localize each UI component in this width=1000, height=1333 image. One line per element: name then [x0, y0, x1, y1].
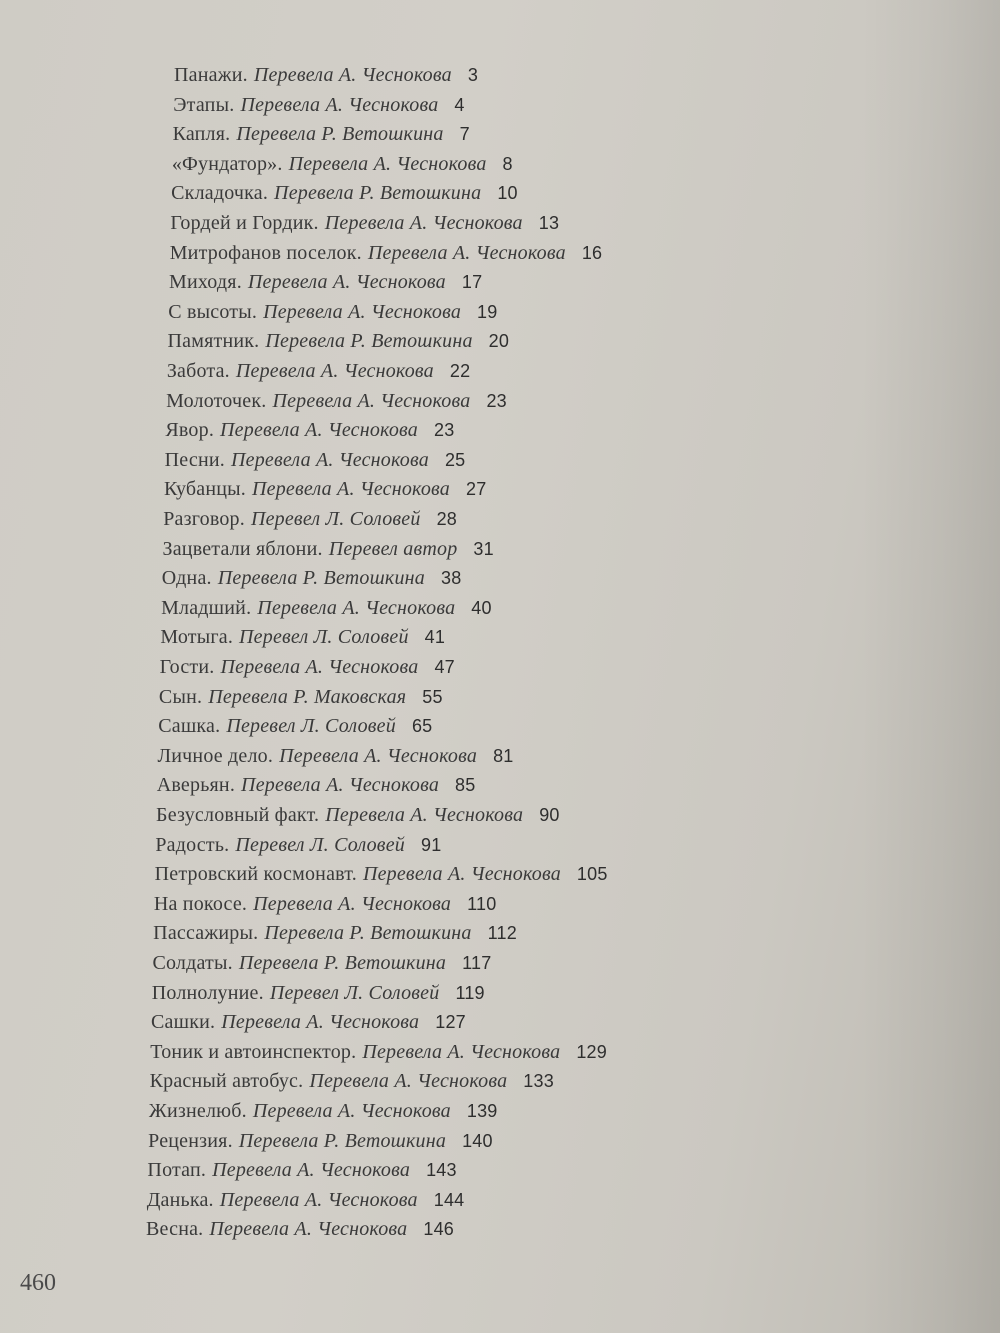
- entry-title: Памятник.: [167, 330, 260, 353]
- entry-title: Зацветали яблони.: [162, 537, 323, 560]
- entry-title: Миходя.: [168, 271, 242, 294]
- entry-translator: Перевела А. Чеснокова: [252, 1100, 451, 1122]
- entry-translator: Перевела А. Чеснокова: [288, 152, 487, 175]
- toc-entry: [157, 743, 513, 769]
- toc-entry: [156, 802, 560, 828]
- toc-entry: [171, 180, 518, 206]
- entry-page-number: 139: [466, 1101, 498, 1121]
- entry-page-number: 65: [411, 716, 433, 737]
- toc-entry: [163, 506, 457, 532]
- entry-translator: Перевела А. Чеснокова: [247, 271, 446, 294]
- entry-translator: Перевела Р. Маковская: [208, 685, 407, 708]
- toc-entry: [163, 536, 494, 562]
- entry-translator: Перевела А. Чеснокова: [367, 241, 566, 264]
- entry-title: Данька.: [146, 1188, 214, 1211]
- toc-entry: [147, 1187, 465, 1213]
- entry-title: Жизнелюб.: [148, 1100, 247, 1122]
- toc-entry: [160, 654, 455, 680]
- entry-page-number: 127: [435, 1012, 466, 1033]
- toc-entry: [165, 417, 454, 443]
- entry-page-number: 112: [487, 923, 517, 944]
- entry-translator: Перевела А. Чеснокова: [272, 389, 471, 412]
- entry-translator: Перевела А. Чеснокова: [209, 1218, 408, 1241]
- entry-title: Капля.: [172, 123, 231, 146]
- entry-page-number: 23: [486, 390, 507, 411]
- entry-title: Радость.: [155, 833, 230, 856]
- entry-title: Гордей и Гордик.: [170, 212, 319, 234]
- entry-translator: Перевела А. Чеснокова: [325, 804, 524, 826]
- entry-title: Кубанцы.: [163, 478, 247, 501]
- entry-page-number: 25: [444, 449, 466, 470]
- toc-entry: [162, 565, 462, 591]
- toc-entry: [158, 713, 432, 739]
- entry-page-number: 22: [449, 361, 471, 381]
- entry-title: Сашки.: [151, 1011, 216, 1034]
- entry-title: Забота.: [166, 360, 230, 382]
- entry-page-number: 19: [477, 301, 498, 322]
- entry-page-number: 81: [493, 745, 514, 766]
- toc-entry: [169, 269, 482, 295]
- toc-entry: [168, 299, 497, 325]
- entry-page-number: 7: [459, 124, 470, 145]
- entry-page-number: 27: [466, 479, 487, 500]
- entry-translator: Перевела А. Чеснокова: [309, 1070, 508, 1093]
- entry-title: Весна.: [146, 1218, 204, 1241]
- entry-page-number: 143: [426, 1160, 457, 1181]
- entry-translator: Перевела А. Чеснокова: [279, 744, 478, 767]
- toc-entry: [173, 92, 464, 118]
- entry-translator: Перевела А. Чеснокова: [253, 892, 452, 915]
- entry-title: Песни.: [164, 448, 225, 471]
- toc-entry: [170, 210, 559, 236]
- entry-title: Разговор.: [163, 508, 245, 530]
- entry-page-number: 10: [497, 183, 518, 204]
- entry-translator: Перевела А. Чеснокова: [252, 478, 450, 501]
- entry-translator: Перевела Р. Ветошкина: [264, 922, 472, 945]
- entry-title: Гости.: [159, 656, 215, 678]
- entry-translator: Перевела А. Чеснокова: [221, 1011, 420, 1034]
- entry-translator: Перевел Л. Соловей: [269, 981, 440, 1004]
- entry-page-number: 23: [434, 420, 455, 441]
- entry-translator: Перевела А. Чеснокова: [257, 596, 456, 619]
- entry-translator: Перевела Р. Ветошкина: [265, 330, 473, 353]
- toc-entry: [167, 358, 470, 384]
- entry-page-number: 85: [455, 775, 476, 796]
- entry-page-number: 90: [539, 805, 560, 825]
- entry-translator: Перевела Р. Ветошкина: [236, 123, 444, 146]
- toc-entry: [152, 980, 485, 1006]
- entry-title: Этапы.: [173, 93, 235, 116]
- entry-translator: Перевела А. Чеснокова: [219, 1188, 418, 1211]
- entry-page-number: 3: [467, 65, 479, 85]
- toc-entry: [154, 891, 497, 917]
- entry-title: Личное дело.: [157, 744, 274, 767]
- entry-title: Мотыга.: [160, 626, 234, 649]
- entry-page-number: 47: [434, 657, 455, 677]
- entry-translator: Перевела А. Чеснокова: [362, 1040, 561, 1063]
- toc-entry: [161, 595, 492, 621]
- entry-page-number: 146: [423, 1219, 454, 1240]
- toc-entry: [155, 861, 608, 887]
- entry-translator: Перевел Л. Соловей: [235, 833, 405, 856]
- entry-page-number: 105: [576, 864, 608, 885]
- toc-entry: [150, 1039, 607, 1065]
- toc-entry: [172, 151, 513, 177]
- entry-translator: Перевела Р. Ветошкина: [274, 182, 482, 205]
- entry-translator: Перевела А. Чеснокова: [220, 419, 419, 442]
- entry-title: «Фундатор».: [171, 152, 283, 175]
- toc-entry: [173, 121, 470, 147]
- entry-page-number: 144: [433, 1189, 465, 1210]
- toc-entry: [149, 1098, 498, 1124]
- toc-entry: [146, 1216, 454, 1242]
- entry-page-number: 91: [420, 834, 442, 855]
- toc-entry: [159, 684, 443, 710]
- entry-translator: Перевела Р. Ветошкина: [238, 952, 447, 974]
- entry-title: На покосе.: [153, 892, 248, 915]
- entry-title: Безусловный факт.: [156, 804, 320, 826]
- entry-translator: Перевел Л. Соловей: [226, 715, 396, 738]
- entry-title: Молоточек.: [166, 389, 267, 412]
- entry-translator: Перевела А. Чеснокова: [324, 212, 523, 234]
- entry-translator: Перевела А. Чеснокова: [212, 1159, 411, 1182]
- entry-translator: Перевела А. Чеснокова: [230, 448, 429, 471]
- toc-entry: [164, 476, 486, 502]
- entry-title: Панажи.: [174, 64, 248, 86]
- entry-title: Полнолуние.: [151, 981, 264, 1004]
- entry-translator: Перевела А. Чеснокова: [240, 93, 439, 116]
- entry-title: Митрофанов поселок.: [169, 241, 362, 264]
- entry-page-number: 17: [461, 272, 483, 293]
- entry-page-number: 20: [488, 331, 510, 352]
- entry-title: Красный автобус.: [149, 1070, 304, 1093]
- entry-title: Солдаты.: [152, 952, 233, 974]
- entry-page-number: 119: [455, 982, 485, 1003]
- toc-entry: [152, 950, 491, 976]
- entry-title: Сашка.: [158, 715, 221, 738]
- entry-title: Потап.: [147, 1159, 207, 1182]
- entry-page-number: 8: [502, 153, 513, 174]
- toc-entry: [151, 1009, 466, 1035]
- entry-title: Одна.: [161, 567, 212, 590]
- page-number: 460: [20, 1270, 56, 1296]
- entry-title: Тоник и автоинспектор.: [150, 1040, 357, 1063]
- entry-translator: Перевел Л. Соловей: [250, 508, 421, 530]
- toc-entry: [170, 240, 603, 266]
- toc-entry: [150, 1068, 554, 1094]
- entry-title: Рецензия.: [148, 1129, 233, 1152]
- toc-entry: [166, 388, 507, 414]
- entry-translator: Перевела Р. Ветошкина: [217, 567, 426, 590]
- toc-entry: [153, 920, 517, 946]
- entry-title: Сын.: [158, 685, 203, 708]
- toc-entry: [155, 832, 441, 858]
- entry-translator: Перевела А. Чеснокова: [235, 360, 434, 382]
- entry-title: Петровский космонавт.: [154, 863, 357, 886]
- entry-page-number: 129: [576, 1041, 607, 1062]
- entry-page-number: 31: [473, 538, 494, 559]
- toc-entry: [168, 328, 510, 354]
- entry-page-number: 110: [467, 893, 497, 914]
- entry-title: Младший.: [161, 596, 252, 619]
- entry-page-number: 28: [436, 509, 457, 529]
- entry-page-number: 41: [424, 627, 446, 648]
- toc-entry: [165, 447, 466, 473]
- entry-title: Складочка.: [171, 182, 269, 205]
- entry-translator: Перевел Л. Соловей: [239, 626, 409, 649]
- entry-page-number: 16: [581, 242, 603, 263]
- entry-title: Аверьян.: [156, 774, 236, 797]
- entry-title: Явор.: [165, 419, 215, 442]
- toc-entry: [148, 1128, 493, 1154]
- entry-title: Пассажиры.: [153, 922, 259, 945]
- toc-entry: [147, 1157, 456, 1183]
- toc-entry: [157, 772, 476, 798]
- entry-page-number: 117: [462, 953, 492, 973]
- entry-translator: Перевела Р. Ветошкина: [238, 1129, 447, 1152]
- entry-page-number: 13: [538, 213, 560, 233]
- entry-translator: Перевела А. Чеснокова: [241, 774, 440, 797]
- entry-page-number: 38: [441, 568, 462, 589]
- entry-translator: Перевела А. Чеснокова: [253, 64, 452, 86]
- entry-translator: Перевела А. Чеснокова: [362, 863, 561, 886]
- entry-page-number: 55: [422, 686, 443, 707]
- entry-page-number: 40: [471, 597, 492, 618]
- entry-translator: Перевела А. Чеснокова: [220, 656, 419, 678]
- entry-page-number: 133: [523, 1071, 554, 1092]
- entry-title: С высоты.: [168, 300, 258, 323]
- entry-translator: Перевела А. Чеснокова: [263, 300, 462, 323]
- toc-entry: [174, 62, 478, 88]
- entry-page-number: 4: [454, 94, 465, 115]
- entry-translator: Перевел автор: [328, 537, 458, 560]
- toc-entry: [160, 624, 445, 650]
- entry-page-number: 140: [462, 1130, 493, 1151]
